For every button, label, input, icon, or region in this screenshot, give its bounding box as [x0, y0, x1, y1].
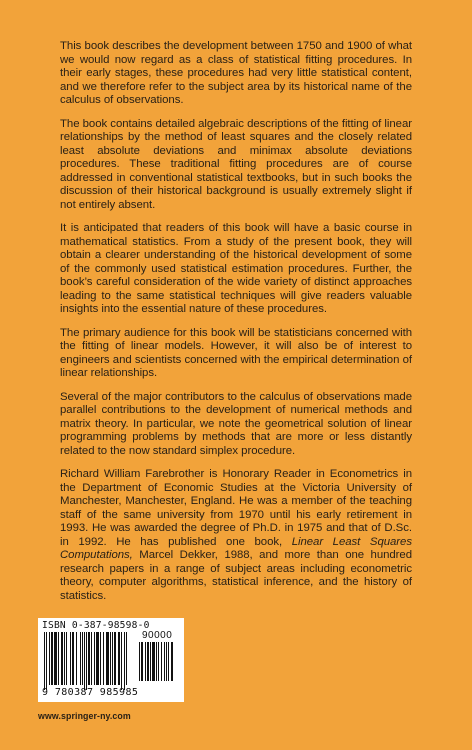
paragraph-audience: The primary audience for this book will be statisticians concerned with the fitting of linear models. However, it will also be of interest to engineers and scientists concerned with the empirical determination of linear relationships. [60, 326, 412, 379]
blurb-text [60, 40, 412, 613]
paragraph-contributors: Several of the major contributors to the calculus of observations made parallel contributions to the development of numerical methods and matrix theory. In particular, we note the geometrical solution of linear programming problems by methods that are more or less distantly related to the now standard simplex procedure. [60, 390, 412, 457]
author-book-title: Linear Least Squares Computations, [60, 535, 412, 561]
publisher-website: www.springer-ny.com [38, 711, 131, 721]
paragraph-author-bio [60, 468, 412, 603]
barcode-addon-bars [139, 642, 179, 686]
author-bio-text: Richard William Farebrother is Honorary Reader in Econometrics in the Department of Economic Studies at the Victoria University of Manchester, Manchester, England. He was a member of the teaching staff of the same university from 1970 until his early retirement in 1993. He was awarded the degree of Ph.D. in 1975 and that of D.Sc. in 1992. He has published one book, [60, 468, 412, 548]
isbn-barcode [38, 618, 184, 702]
paragraph-description: This book describes the development between 1750 and 1900 of what we would now regard as a class of statistical fitting procedures. In their early stages, these procedures had very little statistical content, and we therefore refer to the subject area by its historical name of the calculus of observations. [60, 40, 412, 106]
author-bio-text-end: Marcel Dekker, 1988, and more than one hundred research papers in a range of subject areas including econometric theory, computer algorithms, statistical inference, and the history of statistics. [60, 549, 412, 602]
barcode-bars [44, 632, 136, 690]
barcode-digits: 9 780387 985985 [42, 687, 139, 698]
paragraph-contents: The book contains detailed algebraic descriptions of the fitting of linear relationships by the method of least squares and the closely related least absolute deviations and minimax absolute deviations procedures. These traditional fitting procedures are of course addressed in conventional statistical textbooks, but in such books the discussion of their historical background is usually extremely slight if not entirely absent. [60, 117, 412, 211]
barcode-addon-digits: 90000 [142, 630, 173, 641]
isbn-label: ISBN 0-387-98598-0 [42, 620, 150, 631]
paragraph-prerequisites: It is anticipated that readers of this book will have a basic course in mathematical statistics. From a study of the present book, they will obtain a clearer understanding of the historical development of some of the commonly used statistical estimation procedures. Further, the book’s careful consideration of the wide variety of distinct approaches leading to the same statistical techniques will give readers valuable insights into the essential nature of these procedures. [60, 222, 412, 315]
